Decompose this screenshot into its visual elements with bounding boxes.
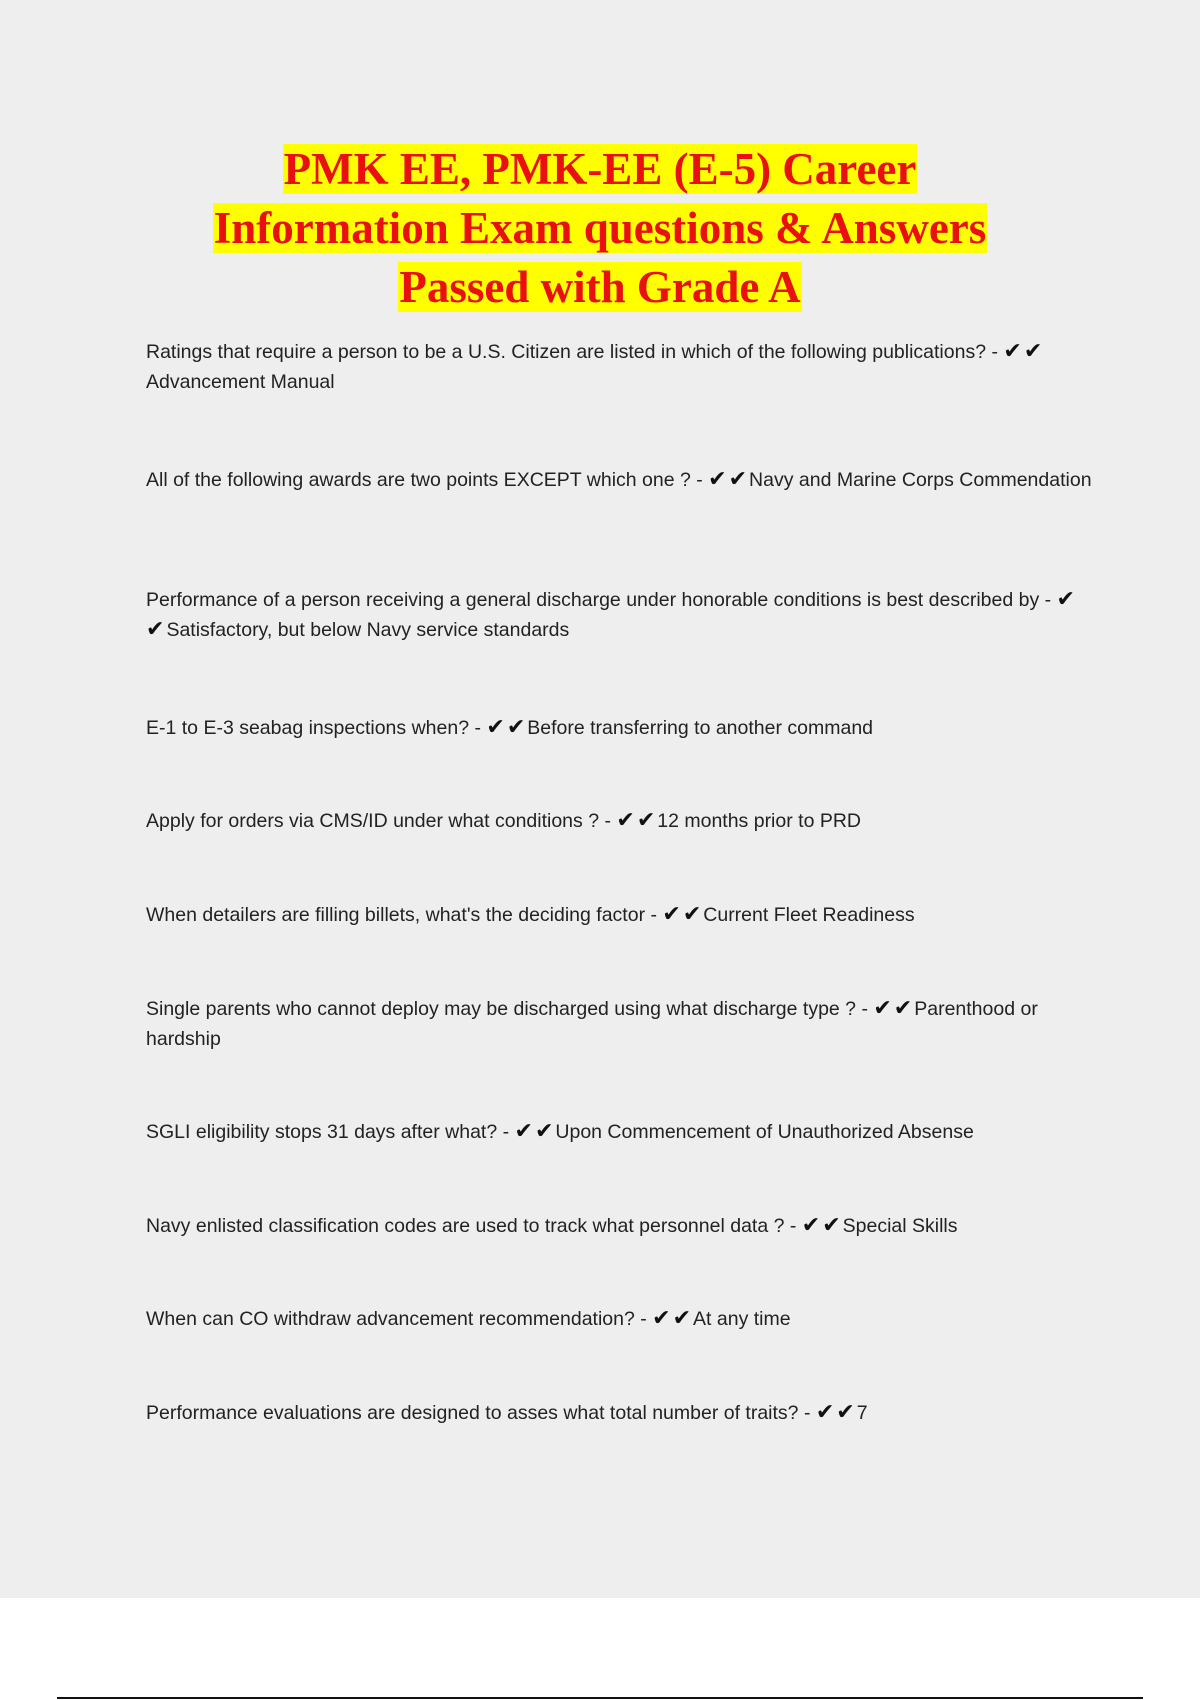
- question-text: When detailers are filling billets, what's the deciding factor -: [146, 904, 663, 926]
- checkmark-icon: ✔: [708, 467, 727, 492]
- question-text: SGLI eligibility stops 31 days after what? -: [146, 1121, 515, 1143]
- question-text: Single parents who cannot deploy may be discharged using what discharge type ? -: [146, 998, 874, 1020]
- answer-text: At any time: [693, 1308, 791, 1330]
- checkmark-icon: ✔: [514, 1119, 533, 1144]
- title-line: Information Exam questions & Answers: [213, 203, 987, 253]
- document-title: [0, 140, 1200, 317]
- answer-text: Parenthood or hardship: [146, 998, 1038, 1050]
- checkmark-icon: ✔: [616, 808, 635, 833]
- checkmark-icon: ✔: [836, 1400, 855, 1425]
- question-text: Apply for orders via CMS/ID under what conditions ? -: [146, 810, 617, 832]
- checkmark-icon: ✔: [636, 808, 656, 833]
- question-text: Navy enlisted classification codes are used to track what personnel data ? -: [146, 1215, 802, 1237]
- checkmark-icon: ✔: [1056, 587, 1075, 612]
- checkmark-icon: ✔: [873, 996, 892, 1021]
- checkmark-icon: ✔: [822, 1213, 841, 1238]
- footer-divider: [57, 1697, 1143, 1699]
- question-text: All of the following awards are two points EXCEPT which one ? -: [146, 469, 709, 491]
- question-text: When can CO withdraw advancement recommendation? -: [146, 1308, 653, 1330]
- checkmark-icon: ✔: [662, 902, 681, 927]
- qa-item: [146, 1211, 1096, 1241]
- question-text: Ratings that require a person to be a U.S. Citizen are listed in which of the following publications? -: [146, 341, 1004, 363]
- checkmark-icon: ✔: [672, 1306, 692, 1331]
- answer-text: Navy and Marine Corps Commendation: [749, 469, 1092, 491]
- checkmark-icon: ✔: [146, 617, 165, 642]
- checkmark-icon: ✔: [682, 902, 702, 927]
- answer-text: Current Fleet Readiness: [703, 904, 915, 926]
- qa-item: [146, 900, 1096, 930]
- qa-item: [146, 806, 1096, 836]
- answer-text: Satisfactory, but below Navy service standards: [166, 619, 570, 641]
- qa-item: [146, 1304, 1096, 1334]
- title-line: Passed with Grade A: [399, 262, 801, 312]
- checkmark-icon: ✔: [486, 715, 505, 740]
- qa-item: [146, 465, 1096, 495]
- checkmark-icon: ✔: [1003, 339, 1022, 364]
- question-text: E-1 to E-3 seabag inspections when? -: [146, 717, 487, 739]
- checkmark-icon: ✔: [801, 1213, 821, 1238]
- answer-text: Special Skills: [842, 1215, 958, 1237]
- qa-item: [146, 585, 1096, 645]
- answer-text: Upon Commencement of Unauthorized Absense: [555, 1121, 974, 1143]
- title-line: PMK EE, PMK-EE (E-5) Career: [283, 144, 917, 194]
- qa-item: [146, 1117, 1096, 1147]
- qa-item: [146, 994, 1096, 1054]
- checkmark-icon: ✔: [652, 1306, 671, 1331]
- qa-item: [146, 1398, 1096, 1428]
- question-text: Performance evaluations are designed to asses what total number of traits? -: [146, 1402, 816, 1424]
- qa-item: [146, 713, 1096, 743]
- question-text: Performance of a person receiving a general discharge under honorable conditions is best described by -: [146, 589, 1057, 611]
- checkmark-icon: ✔: [893, 996, 913, 1021]
- answer-text: Before transferring to another command: [527, 717, 874, 739]
- answer-text: Advancement Manual: [146, 371, 335, 393]
- answer-text: 12 months prior to PRD: [657, 810, 862, 832]
- checkmark-icon: ✔: [815, 1400, 835, 1425]
- answer-text: 7: [856, 1402, 868, 1424]
- checkmark-icon: ✔: [728, 467, 748, 492]
- qa-item: [146, 337, 1096, 397]
- checkmark-icon: ✔: [534, 1119, 554, 1144]
- checkmark-icon: ✔: [506, 715, 526, 740]
- checkmark-icon: ✔: [1023, 339, 1043, 364]
